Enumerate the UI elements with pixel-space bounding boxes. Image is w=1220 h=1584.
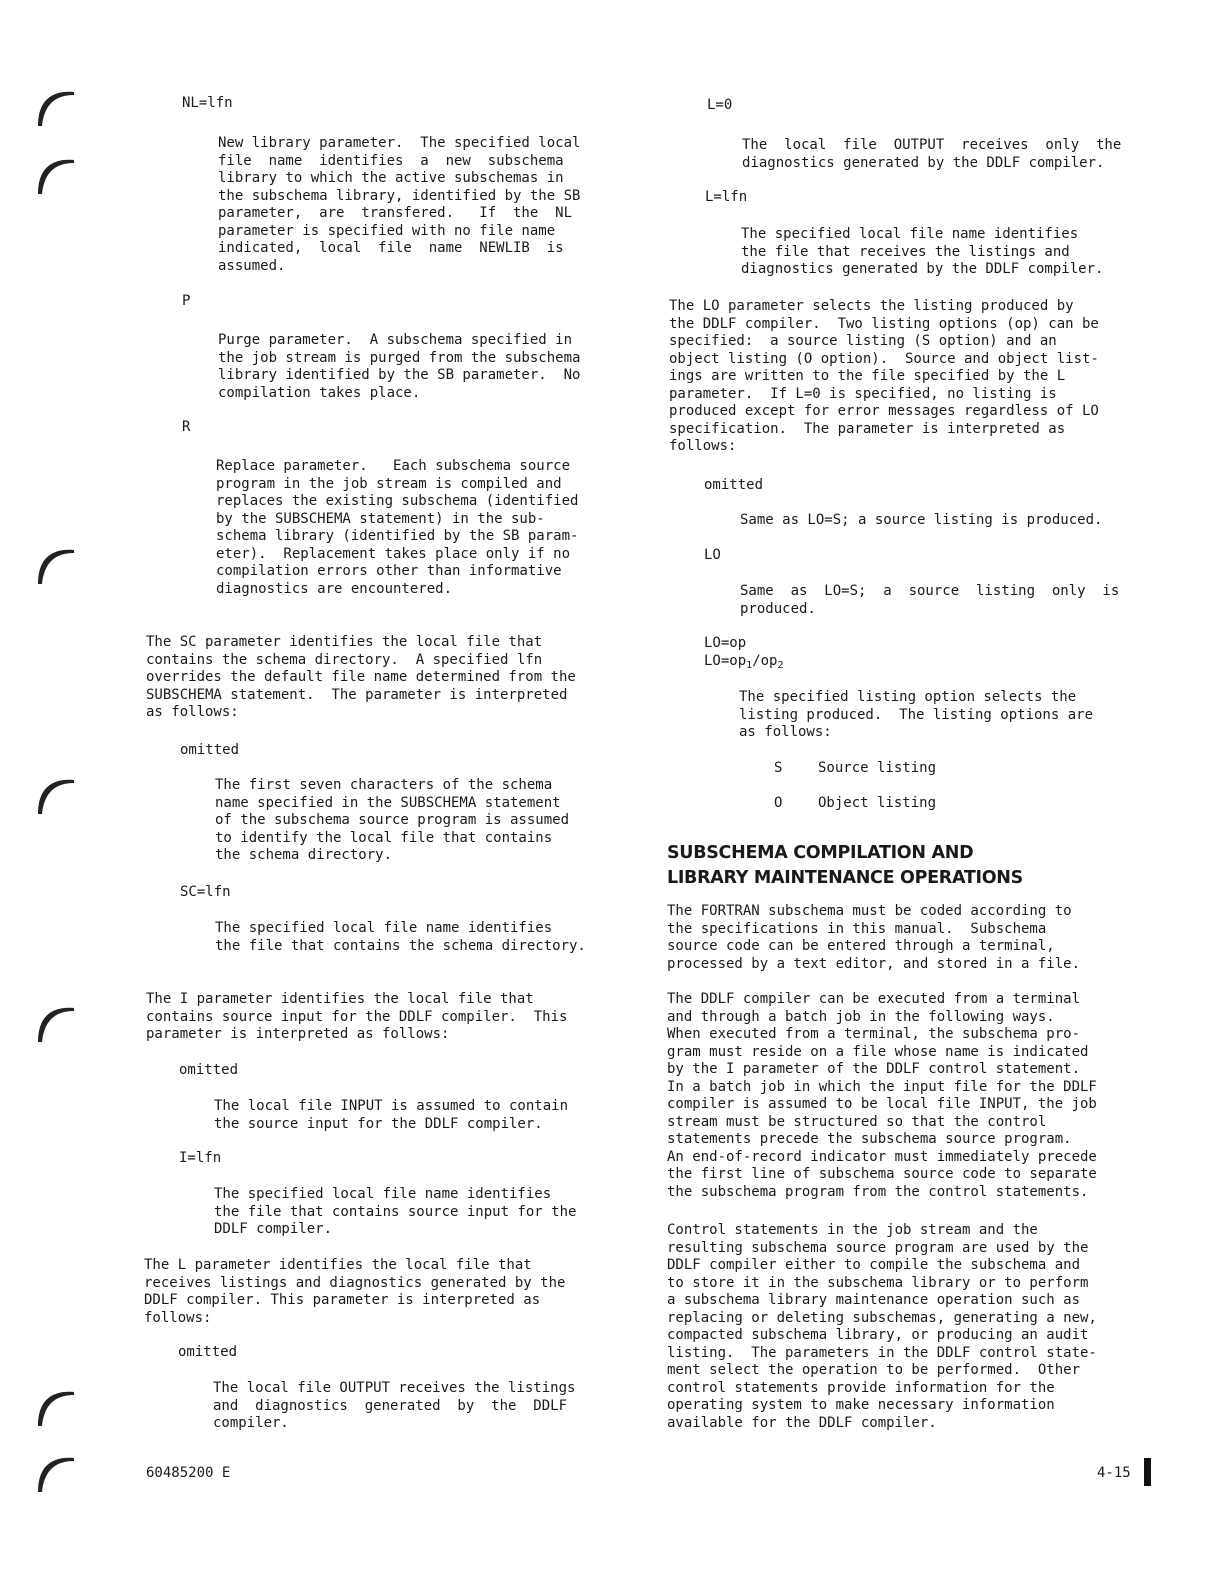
lo-omitted-term: omitted: [704, 477, 764, 493]
option-o-value: Object listing: [818, 795, 937, 811]
punch-hole-mark: [30, 996, 80, 1046]
section-paragraph-3: Control statements in the job stream and the resulting subschema source program are used by the DDLF compiler either to compile the subschema and to store it in the subschema library or to perform a subschema library maintenance operation such as replacing or deleting subschemas, generating a new, compacted subschema library, or producing an audit listing. The parameters in the DDLF control state- ment select the operation to be performed. Other control statements provide information for the operating system to make necessary information available for the DDLF compiler.: [667, 1222, 1097, 1431]
page-number: 4-15: [1097, 1465, 1131, 1481]
option-s-value: Source listing: [818, 760, 937, 776]
punch-hole-mark: [30, 80, 80, 130]
l-omitted-description: The local file OUTPUT receives the listings and diagnostics generated by the DDLF compiler.: [213, 1380, 576, 1431]
lo-op2-subscript-1: 1: [746, 660, 753, 671]
lo-op2-prefix: LO=op: [704, 653, 747, 669]
l-parameter-paragraph: The L parameter identifies the local file that receives listings and diagnostics generated by the DDLF compiler. This parameter is interpreted as follows:: [144, 1257, 566, 1326]
punch-hole-mark: [30, 1380, 80, 1430]
l0-parameter-description: The local file OUTPUT receives only the diagnostics generated by the DDLF compiler.: [742, 137, 1122, 171]
nl-parameter-term: NL=lfn: [182, 95, 233, 111]
section-paragraph-2: The DDLF compiler can be executed from a terminal and through a batch job in the following ways. When executed from a terminal, the subschema pro- gram must reside on a file whose name is indicated by the I parameter of the DDLF control statement. In a batch job in which the input file for the DDLF compiler is assumed to be local file INPUT, the job stream must be structured so that the control statements precede the subschema source program. An end-of-record indicator must immediately precede the first line of subschema source code to separate the subschema program from the control statements.: [667, 991, 1097, 1200]
l0-parameter-term: L=0: [707, 97, 733, 113]
sc-omitted-term: omitted: [180, 742, 240, 758]
section-paragraph-1: The FORTRAN subschema must be coded according to the specifications in this manual. Subschema source code can be entered through a terminal, processed by a text editor, and stored in a file.: [667, 903, 1081, 972]
i-lfn-term: I=lfn: [179, 1150, 222, 1166]
llfn-parameter-term: L=lfn: [705, 189, 748, 205]
lo-op2-mid: /op: [752, 653, 778, 669]
llfn-parameter-description: The specified local file name identifies the file that receives the listings and diagnostics generated by the DDLF compiler.: [741, 226, 1104, 277]
lo-op2-subscript-2: 2: [777, 660, 784, 671]
document-number: 60485200 E: [146, 1465, 231, 1481]
change-bar: [1144, 1458, 1151, 1486]
lo-description: Same as LO=S; a source listing only is produced.: [740, 583, 1120, 617]
r-parameter-description: Replace parameter. Each subschema source program in the job stream is compiled and replaces the existing subschema (identified by the SUBSCHEMA statement) in the sub- schema library (identified by the SB param- eter). Replacement takes place only if no compilation errors other than informative diagnostics are encountered.: [216, 458, 579, 597]
i-lfn-description: The specified local file name identifies the file that contains source input for the DDLF compiler.: [214, 1186, 577, 1237]
sc-omitted-description: The first seven characters of the schema name specified in the SUBSCHEMA statement of the subschema source program is assumed to identify the local file that contains the schema directory.: [215, 777, 570, 863]
i-omitted-term: omitted: [179, 1062, 239, 1078]
punch-hole-mark: [30, 1446, 80, 1496]
lo-omitted-description: Same as LO=S; a source listing is produced.: [740, 512, 1103, 528]
punch-hole-mark: [30, 148, 80, 198]
lo-op-term: LO=op: [704, 635, 747, 651]
lo-parameter-paragraph: The LO parameter selects the listing produced by the DDLF compiler. Two listing options (op) can be specified: a source listing (S option) and an object listing (O option). Source and object list- ings are written to the file specified by the L parameter. If L=0 is specified, no listing is produced except for error messages regardless of LO specification. The parameter is interpreted as follows:: [669, 298, 1099, 454]
p-parameter-description: Purge parameter. A subschema specified in the job stream is purged from the subschema library identified by the SB parameter. No compilation takes place.: [218, 332, 581, 401]
sc-lfn-term: SC=lfn: [180, 884, 231, 900]
option-o-key: O: [774, 795, 783, 811]
l-omitted-term: omitted: [178, 1344, 238, 1360]
lo-op-description: The specified listing option selects the listing produced. The listing options are as follows:: [739, 689, 1094, 740]
lo-term: LO: [704, 547, 721, 563]
section-heading: SUBSCHEMA COMPILATION AND LIBRARY MAINTENANCE OPERATIONS: [667, 843, 1023, 888]
punch-hole-mark: [30, 538, 80, 588]
i-omitted-description: The local file INPUT is assumed to contain the source input for the DDLF compiler.: [214, 1098, 569, 1132]
sc-lfn-description: The specified local file name identifies the file that contains the schema directory.: [215, 920, 586, 954]
i-parameter-paragraph: The I parameter identifies the local file that contains source input for the DDLF compiler. This parameter is interpreted as follows:: [146, 991, 568, 1042]
lo-op1-op2-term: [704, 653, 784, 675]
punch-hole-mark: [30, 768, 80, 818]
sc-parameter-paragraph: The SC parameter identifies the local file that contains the schema directory. A specified lfn overrides the default file name determined from the SUBSCHEMA statement. The parameter is interpreted as follows:: [146, 634, 576, 720]
r-parameter-term: R: [182, 419, 191, 435]
option-s-key: S: [774, 760, 783, 776]
p-parameter-term: P: [182, 293, 191, 309]
nl-parameter-description: New library parameter. The specified local file name identifies a new subschema library to which the active subschemas in the subschema library, identified by the SB parameter, are transfered. If the NL parameter is specified with no file name indicated, local file name NEWLIB is assumed.: [218, 135, 581, 274]
